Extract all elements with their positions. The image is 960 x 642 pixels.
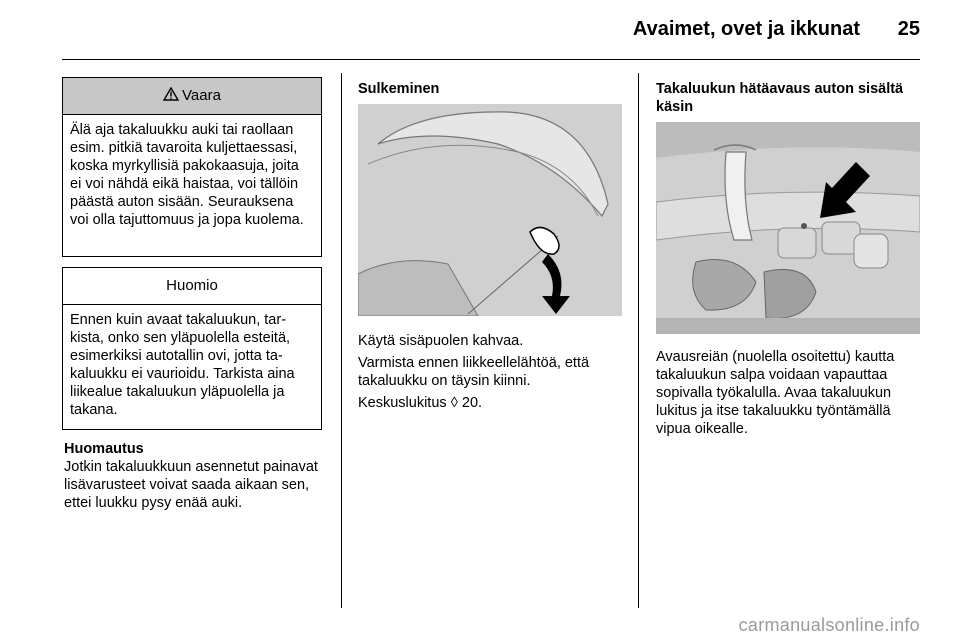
central-locking-label: Keskuslukitus xyxy=(358,395,447,411)
page-header xyxy=(0,0,960,60)
warning-box xyxy=(62,77,322,257)
site-watermark: carmanualsonline.info xyxy=(738,615,920,635)
header-rule xyxy=(62,59,920,60)
emergency-text: Avausreiän (nuolella osoitettu) kautta takaluukun salpa voidaan vapauttaa sopivalla työkalulla. Avaa takaluukun lukitus ja itse takaluukku työntämällä vipua oikealle. xyxy=(656,349,895,437)
column-divider-2 xyxy=(638,73,639,608)
tailgate-closing-illustration xyxy=(358,104,622,316)
closing-title: Sulkeminen xyxy=(358,81,440,97)
warning-box-header xyxy=(63,78,321,115)
emergency-release-illustration xyxy=(656,122,920,334)
closing-step-2: Varmista ennen liikkeellelähtöä, että takaluukku on täysin kiinni. xyxy=(358,355,590,389)
page-number: 25 xyxy=(897,18,920,40)
warning-box-title: Vaara xyxy=(182,87,221,104)
warning-box-text: Älä aja takaluukku auki tai raollaan esim. pitkiä tavaroita kuljettaessasi, koska myrkyllisiä pakokaasuja, joita ei voi nähdä eikä haistaa, voi tällöin päästä auton sisään. Seurauksena voi olla tajuttomuus ja jopa kuolema. xyxy=(70,122,304,228)
section-title: Avaimet, ovet ja ikkunat xyxy=(632,18,860,40)
closing-text xyxy=(358,332,628,412)
caution-box-title: Huomio xyxy=(63,268,321,305)
central-locking-page-ref[interactable]: 20. xyxy=(461,395,483,411)
note-text: Jotkin takaluukkuun asennetut painavat lisävarusteet voivat saada aikaan sen, ettei luukku pysy enää auki. xyxy=(64,459,318,511)
caution-box xyxy=(62,267,322,430)
note-title: Huomautus xyxy=(64,441,144,457)
page-ref-icon: ◊ xyxy=(450,395,458,411)
warning-triangle-icon xyxy=(163,87,179,101)
emergency-title: Takaluukun hätäavaus auton sisältä käsin xyxy=(656,81,904,115)
caution-box-text: Ennen kuin avaat takaluukun, tarkista, onko sen yläpuolella esteitä, esimerkiksi autotallin ovi, jotta takaluukku ei vaurioidu. Tarkista aina liikealue takaluukun yläpuolella ja takana. xyxy=(70,312,295,418)
column-divider-1 xyxy=(341,73,342,608)
closing-step-3 xyxy=(358,394,628,412)
closing-step-1: Käytä sisäpuolen kahvaa. xyxy=(358,333,524,349)
note-section xyxy=(64,440,326,512)
